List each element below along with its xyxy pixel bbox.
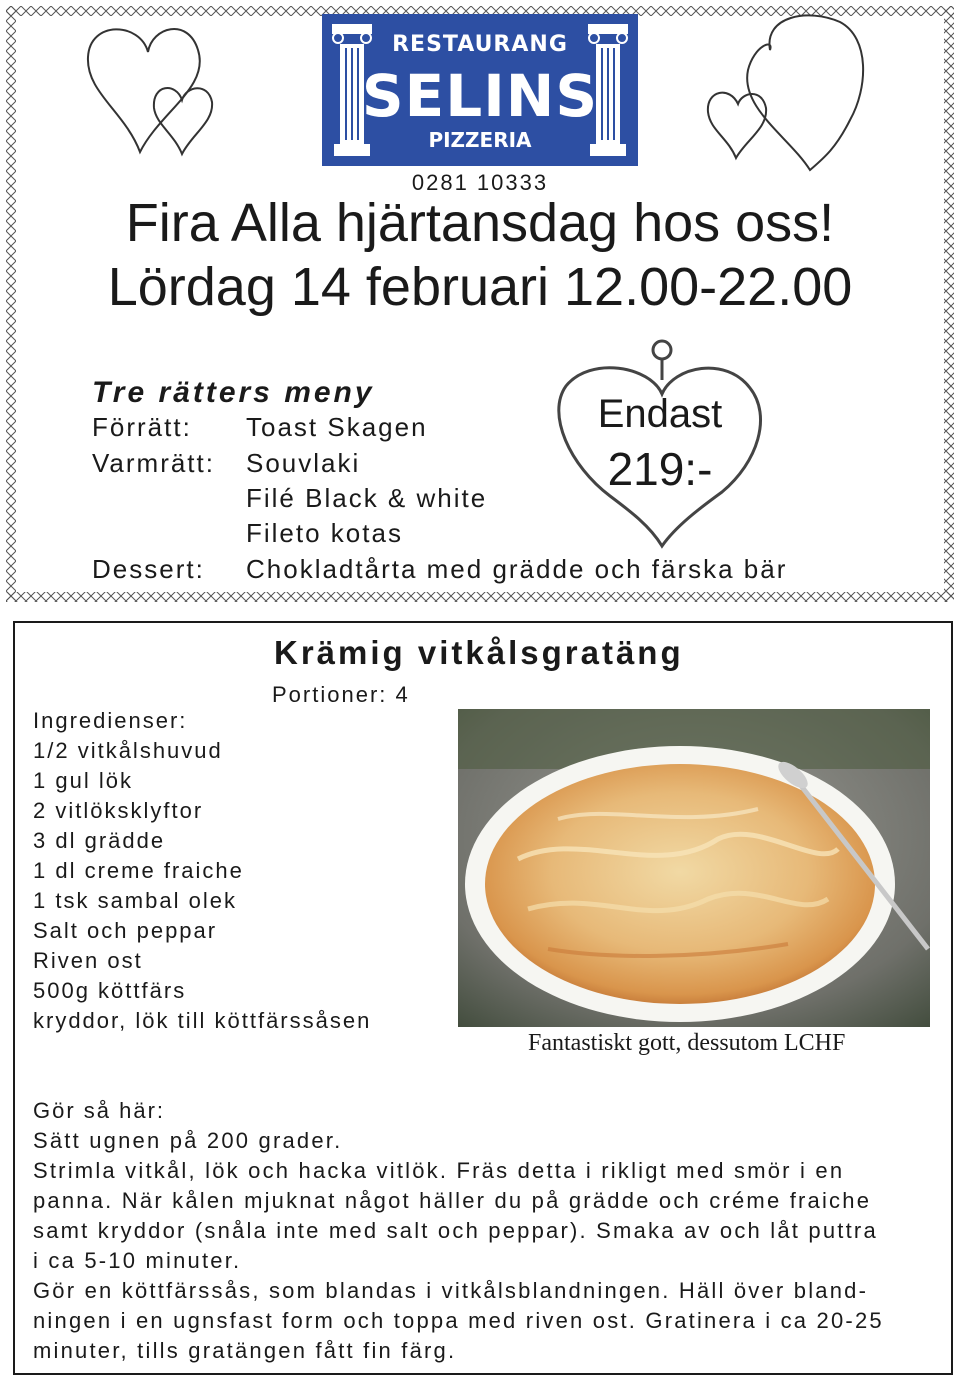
step-line: ningen i en ugnsfast form och toppa med riven ost. Gratinera i ca 20-25	[33, 1308, 884, 1333]
headline: Fira Alla hjärtansdag hos oss!	[125, 193, 835, 253]
logo-restaurang: RESTAURANG	[392, 32, 568, 57]
ingredient-item: 2 vitlöksklyftor	[33, 798, 204, 823]
price: 219:-	[607, 443, 713, 495]
step-line: samt kryddor (snåla inte med salt och peppar). Smaka av och låt puttra	[33, 1218, 878, 1243]
main-dish: Souvlaki	[246, 448, 361, 478]
ingredient-item: Riven ost	[33, 948, 143, 973]
logo-selins: SELINS	[361, 62, 599, 130]
step-line: Sätt ugnen på 200 grader.	[33, 1128, 343, 1153]
ingredient-item: 1/2 vitkålshuvud	[33, 738, 223, 763]
dessert-label: Dessert:	[92, 554, 205, 584]
restaurant-logo	[322, 14, 638, 166]
ingredients-heading: Ingredienser:	[33, 708, 188, 733]
phone-number: 0281 10333	[411, 170, 549, 195]
step-line: panna. När kålen mjuknat något häller du på grädde och créme fraiche	[33, 1188, 872, 1213]
logo-pizzeria: PIZZERIA	[428, 128, 532, 152]
heart-outline-icon	[70, 12, 240, 182]
step-line: Strimla vitkål, lök och hacka vitlök. Fräs detta i rikligt med smör i en	[33, 1158, 845, 1183]
starter-label: Förrätt:	[92, 412, 192, 442]
ingredient-item: 3 dl grädde	[33, 828, 166, 853]
price-label: Endast	[597, 392, 723, 436]
step-line: minuter, tills gratängen fått fin färg.	[33, 1338, 457, 1363]
ingredient-item: Salt och peppar	[33, 918, 218, 943]
step-line: Gör en köttfärssås, som blandas i vitkålsblandningen. Häll över bland-	[33, 1278, 869, 1303]
heart-outline-icon-right	[700, 8, 880, 183]
dessert-dish: Chokladtårta med grädde och färska bär	[246, 554, 788, 584]
ingredient-item: 1 gul lök	[33, 768, 133, 793]
main-dish: Fileto kotas	[246, 518, 403, 548]
starter-dish: Toast Skagen	[246, 412, 428, 442]
menu-title: Tre rätters meny	[92, 376, 375, 409]
recipe-portions: Portioner: 4	[272, 682, 410, 707]
photo-caption: Fantastiskt gott, dessutom LCHF	[528, 1030, 846, 1056]
event-date: Lördag 14 februari 12.00-22.00	[107, 257, 853, 317]
gratin-photo	[458, 709, 930, 1027]
step-line: i ca 5-10 minuter.	[33, 1248, 242, 1273]
ingredient-item: 500g köttfärs	[33, 978, 187, 1003]
ingredient-item: kryddor, lök till köttfärssåsen	[33, 1008, 372, 1033]
main-dish: Filé Black & white	[246, 483, 488, 513]
ingredient-item: 1 tsk sambal olek	[33, 888, 237, 913]
main-label: Varmrätt:	[92, 448, 215, 478]
recipe-title: Krämig vitkålsgratäng	[274, 634, 684, 671]
steps-heading: Gör så här:	[33, 1098, 166, 1123]
ingredient-item: 1 dl creme fraiche	[33, 858, 244, 883]
